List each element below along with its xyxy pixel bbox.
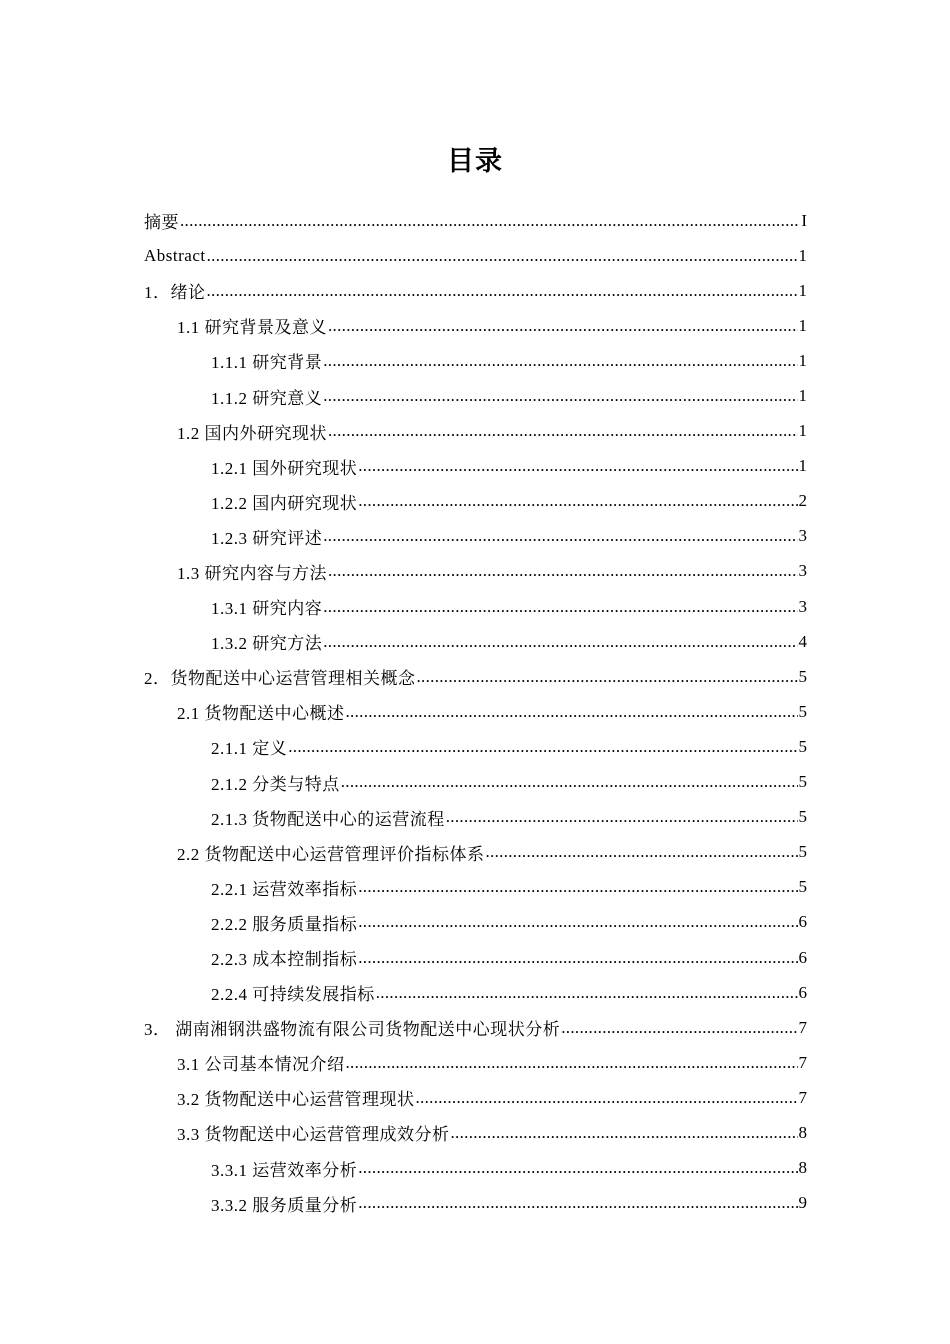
toc-entry-page-number: 1 [798, 315, 807, 335]
toc-entry-label: 摘要 [144, 213, 179, 233]
toc-entry-label: 1.2.3 研究评述 [211, 528, 323, 548]
toc-leader-dots [328, 316, 798, 336]
toc-leader-dots [358, 1193, 797, 1213]
toc-entry-label: 1.2 国内外研究现状 [177, 423, 327, 443]
toc-entry-label: 2.1.3 货物配送中心的运营流程 [211, 809, 445, 829]
toc-entry[interactable] [144, 343, 807, 378]
toc-entry-page-number: 2 [798, 491, 807, 511]
toc-entry-page-number: 1 [798, 386, 807, 406]
toc-leader-dots [561, 1018, 797, 1038]
page-title: 目录 [447, 146, 503, 177]
toc-entry-page-number: 3 [798, 596, 807, 616]
toc-entry-label: 1.3.1 研究内容 [211, 599, 323, 619]
toc-entry-label: 3.2 货物配送中心运营管理现状 [177, 1090, 415, 1110]
toc-leader-dots [346, 702, 798, 722]
toc-leader-dots [486, 842, 798, 862]
toc-entry[interactable] [144, 414, 807, 449]
toc-entry-page-number: 3 [798, 561, 807, 581]
toc-leader-dots [180, 211, 800, 231]
toc-entry-page-number: 8 [798, 1122, 807, 1142]
toc-entry-page-number: 7 [798, 1017, 807, 1037]
toc-leader-dots [328, 561, 798, 581]
toc-entry-page-number: 6 [798, 947, 807, 967]
toc-entry-label: 1.2.2 国内研究现状 [211, 493, 358, 513]
toc-entry[interactable] [144, 308, 807, 343]
toc-entry-page-number: 7 [798, 1052, 807, 1072]
toc-leader-dots [207, 246, 798, 266]
toc-entry[interactable] [144, 800, 807, 835]
toc-entry-page-number: 5 [798, 736, 807, 756]
toc-entry-label: 2.1.1 定义 [211, 739, 288, 759]
toc-entry[interactable] [144, 1080, 807, 1115]
toc-leader-dots [358, 456, 797, 476]
toc-entry[interactable] [144, 203, 807, 238]
toc-entry-label: 2.2 货物配送中心运营管理评价指标体系 [177, 844, 485, 864]
toc-leader-dots [358, 1158, 797, 1178]
toc-entry[interactable] [144, 870, 807, 905]
toc-entry-label: 3． 湖南湘钢洪盛物流有限公司货物配送中心现状分析 [144, 1020, 561, 1040]
toc-entry-page-number: 5 [798, 842, 807, 862]
toc-entry-page-number: 1 [798, 245, 807, 265]
toc-leader-dots [323, 351, 797, 371]
toc-entry-label: 3.3 货物配送中心运营管理成效分析 [177, 1125, 450, 1145]
toc-entry[interactable] [144, 1010, 807, 1045]
toc-entry-page-number: 5 [798, 701, 807, 721]
toc-entry[interactable] [144, 484, 807, 519]
toc-entry[interactable] [144, 659, 807, 694]
toc-entry-label: 2.1 货物配送中心概述 [177, 704, 345, 724]
toc-leader-dots [417, 667, 798, 687]
toc-entry-label: 2.1.2 分类与特点 [211, 774, 340, 794]
toc-entry[interactable] [144, 273, 807, 308]
toc-leader-dots [323, 526, 797, 546]
toc-entry[interactable] [144, 729, 807, 764]
toc-entry-page-number: 1 [798, 280, 807, 300]
toc-entry[interactable] [144, 624, 807, 659]
toc-leader-dots [323, 632, 797, 652]
toc-entry-label: 3.3.2 服务质量分析 [211, 1195, 358, 1215]
toc-leader-dots [358, 912, 797, 932]
toc-entry-page-number: 7 [798, 1087, 807, 1107]
toc-entry[interactable] [144, 694, 807, 729]
toc-entry[interactable] [144, 238, 807, 273]
toc-leader-dots [376, 983, 798, 1003]
toc-entry-label: 2.2.1 运营效率指标 [211, 879, 358, 899]
toc-entry-page-number: 3 [798, 526, 807, 546]
toc-leader-dots [328, 421, 798, 441]
toc-entry-label: 1.2.1 国外研究现状 [211, 458, 358, 478]
toc-entry-label: 2.2.2 服务质量指标 [211, 914, 358, 934]
toc-leader-dots [323, 597, 797, 617]
toc-entry-label: 3.1 公司基本情况介绍 [177, 1055, 345, 1075]
toc-entry[interactable] [144, 378, 807, 413]
toc-entry-page-number: 9 [798, 1193, 807, 1213]
toc-leader-dots [358, 948, 797, 968]
toc-entry-label: Abstract [144, 245, 206, 265]
toc-entry-page-number: 1 [798, 421, 807, 441]
toc-leader-dots [323, 386, 797, 406]
toc-entry[interactable] [144, 519, 807, 554]
toc-leader-dots [358, 877, 797, 897]
toc-entry[interactable] [144, 449, 807, 484]
toc-entry-page-number: 8 [798, 1158, 807, 1178]
toc-entry[interactable] [144, 835, 807, 870]
toc-leader-dots [416, 1088, 798, 1108]
toc-entry[interactable] [144, 940, 807, 975]
toc-entry-label: 1.1.1 研究背景 [211, 353, 323, 373]
toc-entry[interactable] [144, 1151, 807, 1186]
toc-entry-page-number: I [801, 210, 807, 230]
toc-entry-label: 2．货物配送中心运营管理相关概念 [144, 669, 416, 689]
toc-entry[interactable] [144, 554, 807, 589]
toc-entry-page-number: 5 [798, 772, 807, 792]
toc-entry-page-number: 5 [798, 666, 807, 686]
table-of-contents [144, 203, 807, 1221]
toc-entry-label: 1.3.2 研究方法 [211, 634, 323, 654]
toc-leader-dots [446, 807, 798, 827]
toc-entry-label: 2.2.4 可持续发展指标 [211, 985, 375, 1005]
toc-entry-label: 3.3.1 运营效率分析 [211, 1160, 358, 1180]
toc-leader-dots [207, 281, 798, 301]
toc-leader-dots [346, 1053, 798, 1073]
toc-leader-dots [341, 772, 798, 792]
toc-entry-page-number: 1 [798, 350, 807, 370]
toc-entry[interactable] [144, 1186, 807, 1221]
toc-entry-label: 1.1.2 研究意义 [211, 388, 323, 408]
toc-entry-label: 2.2.3 成本控制指标 [211, 950, 358, 970]
toc-entry-page-number: 4 [798, 631, 807, 651]
toc-leader-dots [288, 737, 797, 757]
toc-entry-page-number: 1 [798, 456, 807, 476]
toc-entry[interactable] [144, 1045, 807, 1080]
toc-entry[interactable] [144, 765, 807, 800]
toc-leader-dots [451, 1123, 798, 1143]
toc-entry[interactable] [144, 1115, 807, 1150]
toc-entry-page-number: 5 [798, 807, 807, 827]
toc-entry-label: 1.1 研究背景及意义 [177, 318, 327, 338]
toc-entry-label: 1.3 研究内容与方法 [177, 563, 327, 583]
toc-leader-dots [358, 491, 797, 511]
toc-entry[interactable] [144, 975, 807, 1010]
toc-entry-page-number: 6 [798, 982, 807, 1002]
toc-entry[interactable] [144, 589, 807, 624]
toc-entry[interactable] [144, 905, 807, 940]
toc-entry-label: 1．绪论 [144, 283, 206, 303]
toc-entry-page-number: 6 [798, 912, 807, 932]
toc-entry-page-number: 5 [798, 877, 807, 897]
